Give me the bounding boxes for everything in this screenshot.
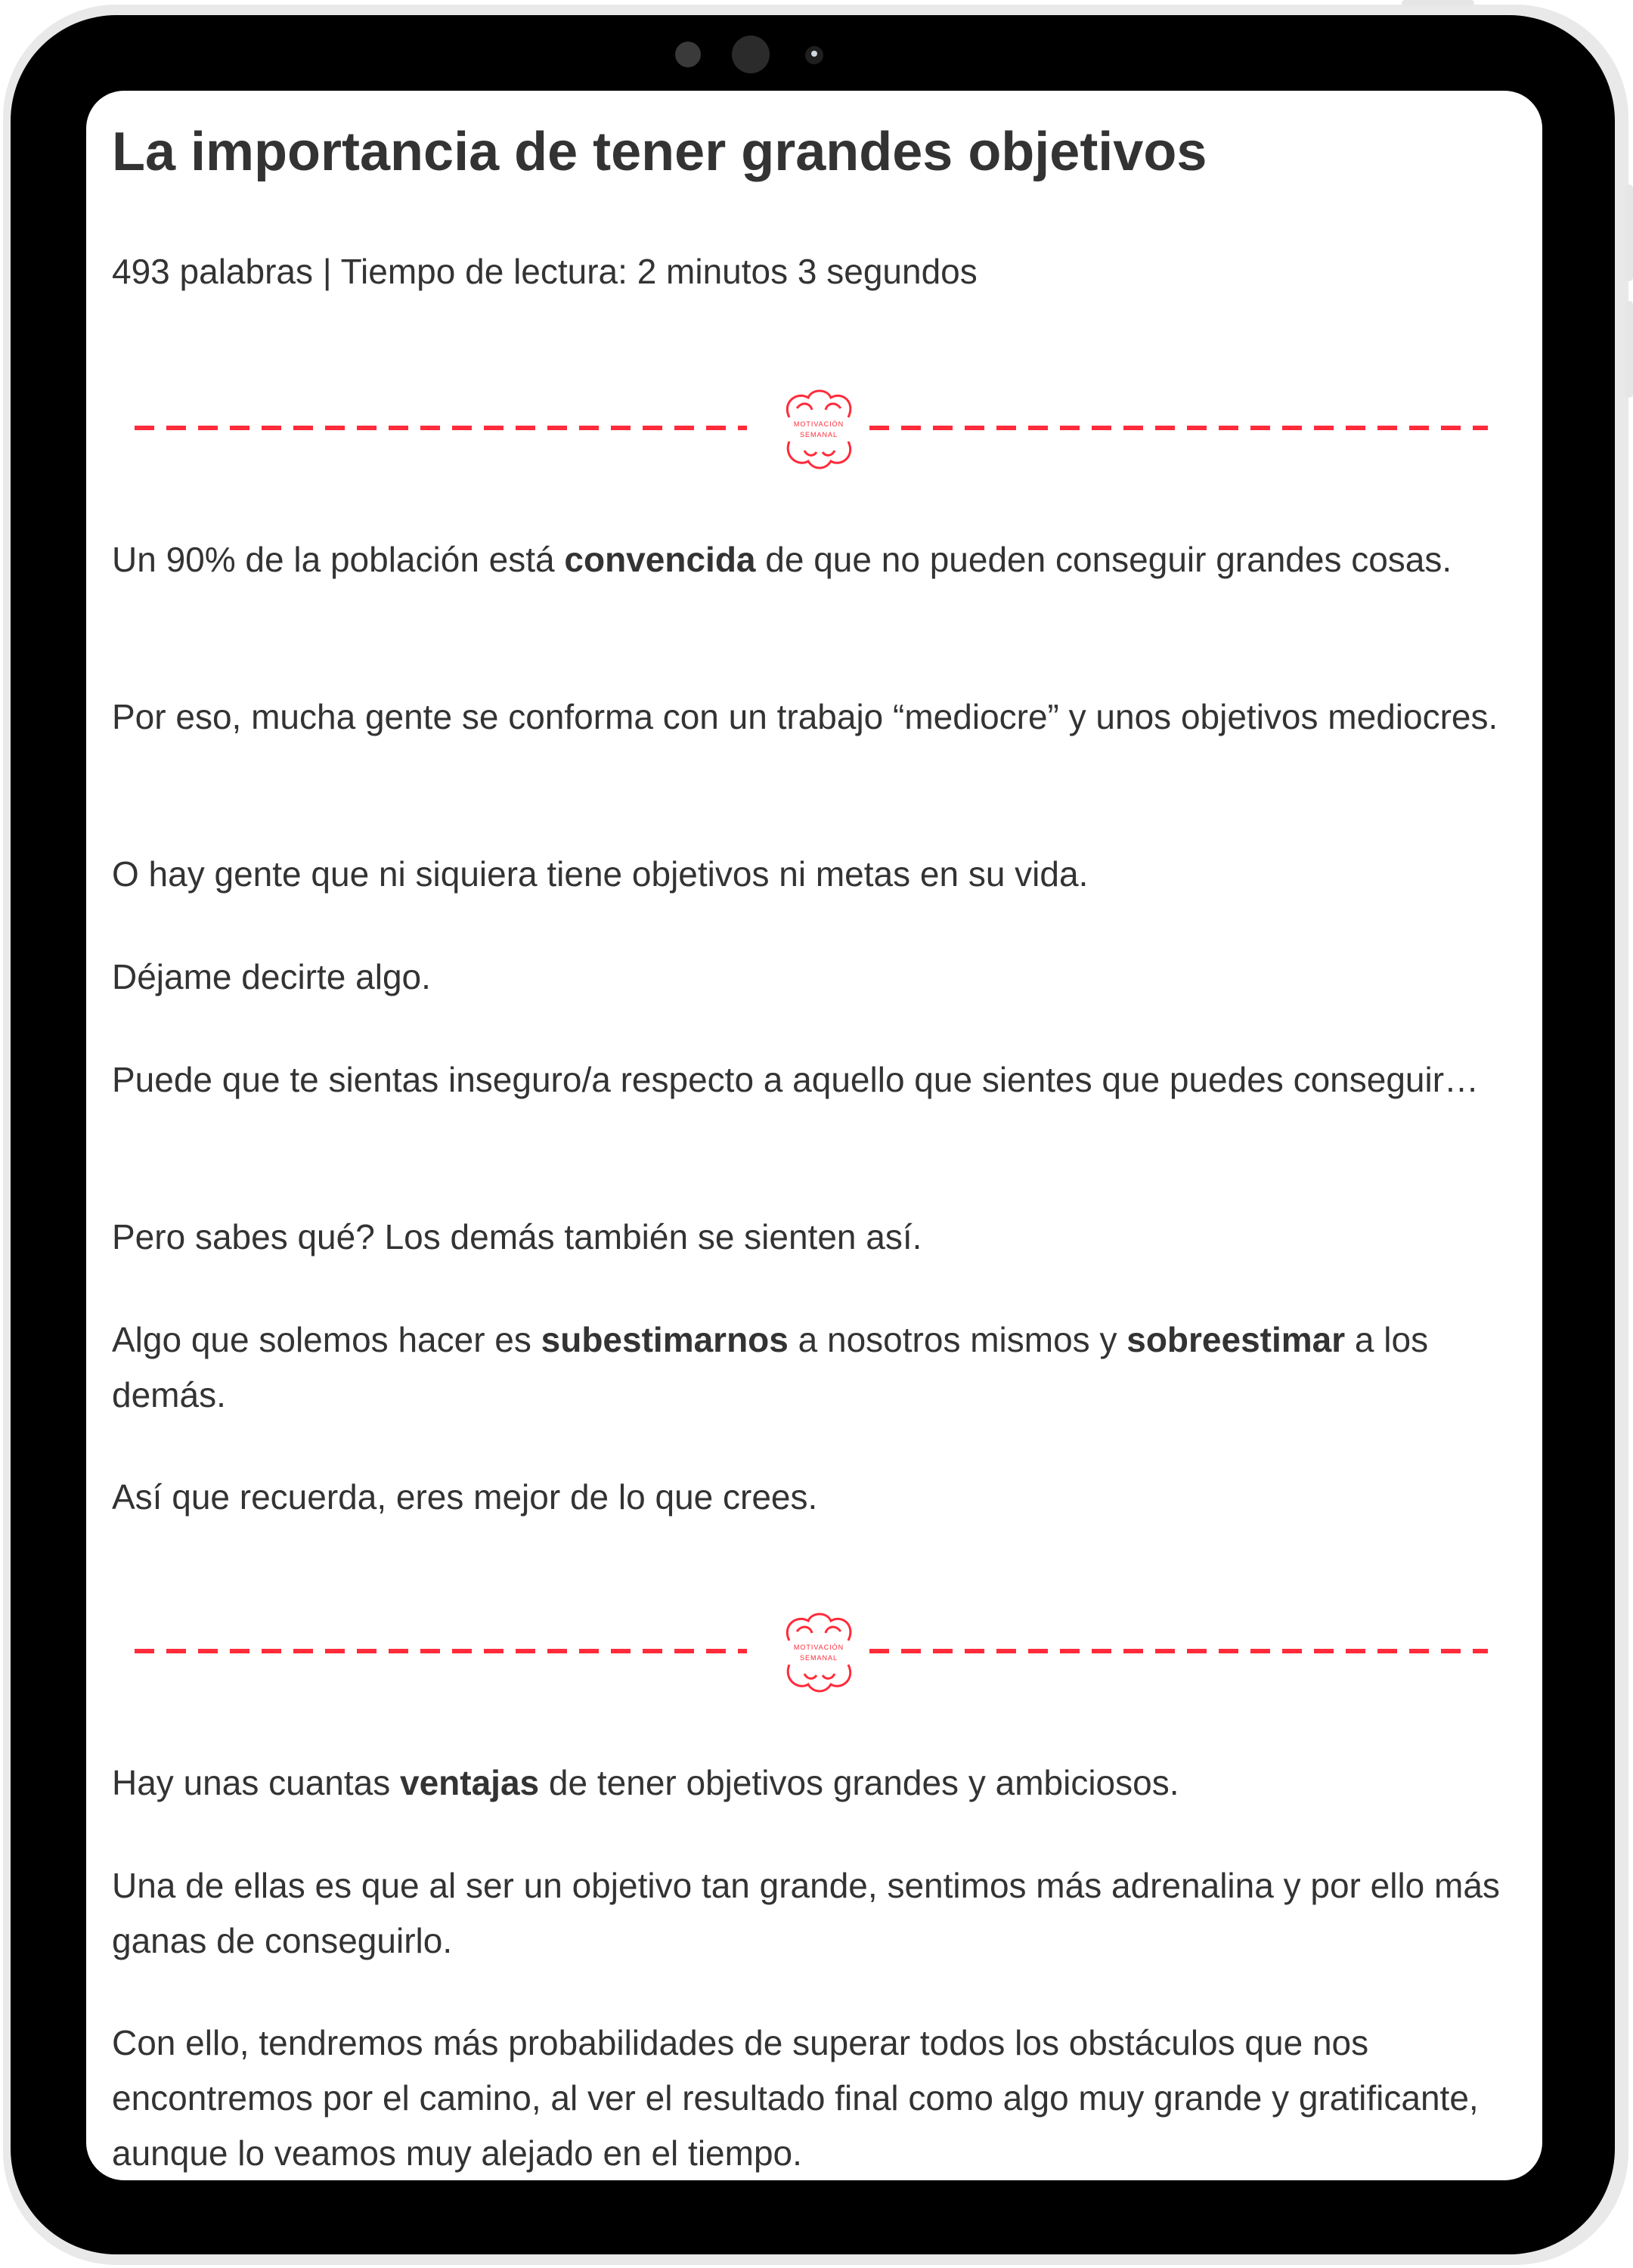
camera-dot xyxy=(805,46,823,64)
reading-meta: 493 palabras | Tiempo de lectura: 2 minutos 3 segundos xyxy=(112,252,978,291)
svg-text:SEMANAL: SEMANAL xyxy=(799,431,838,438)
paragraph: Así que recuerda, eres mejor de lo que crees. xyxy=(112,1477,818,1517)
divider-graphic xyxy=(135,381,1488,472)
svg-text:SEMANAL: SEMANAL xyxy=(799,1654,838,1662)
section-divider xyxy=(135,1604,1488,1695)
paragraph: Hay unas cuantas ventajas de tener objetivos grandes y ambiciosos. xyxy=(112,1763,1179,1802)
power-button xyxy=(1402,0,1474,6)
paragraph: Pero sabes qué? Los demás también se sienten así. xyxy=(112,1217,922,1256)
svg-text:MOTIVACIÓN: MOTIVACIÓN xyxy=(793,420,844,428)
camera-lens xyxy=(732,36,770,73)
paragraph: Una de ellas es que al ser un objetivo tan grande, sentimos más adrenalina y por ello más ganas de conseguirlo. xyxy=(112,1866,1500,1960)
paragraph: O hay gente que ni siquiera tiene objetivos ni metas en su vida. xyxy=(112,854,1089,894)
paragraph: Algo que solemos hacer es subestimarnos a nosotros mismos y sobreestimar a los demás. xyxy=(112,1320,1429,1414)
svg-text:MOTIVACIÓN: MOTIVACIÓN xyxy=(793,1644,844,1651)
volume-down-button xyxy=(1625,301,1633,398)
bold-text: convencida xyxy=(564,540,756,579)
brain-logo-icon xyxy=(787,391,851,468)
volume-up-button xyxy=(1625,184,1633,281)
paragraph: Puede que te sientas inseguro/a respecto a aquello que sientes que puedes conseguir… xyxy=(112,1060,1480,1099)
paragraph: Déjame decirte algo. xyxy=(112,957,431,996)
paragraph: Con ello, tendremos más probabilidades de superar todos los obstáculos que nos encontremos por el camino, al ver el resultado final como algo muy grande y gratificante, aunque lo veamos muy alejado en el tiempo. xyxy=(112,2023,1479,2173)
paragraph: Un 90% de la población está convencida de que no pueden conseguir grandes cosas. xyxy=(112,540,1452,579)
article-title: La importancia de tener grandes objetivos xyxy=(112,122,1207,182)
screen xyxy=(86,91,1542,2180)
bold-text: sobreestimar xyxy=(1126,1320,1346,1359)
brain-logo-icon xyxy=(787,1614,851,1691)
section-divider xyxy=(135,381,1488,472)
divider-graphic xyxy=(135,1604,1488,1695)
bold-text: subestimarnos xyxy=(541,1320,789,1359)
paragraph: Por eso, mucha gente se conforma con un trabajo “mediocre” y unos objetivos mediocres. xyxy=(112,697,1498,736)
sensor-dot xyxy=(675,42,701,67)
bold-text: ventajas xyxy=(400,1763,540,1802)
